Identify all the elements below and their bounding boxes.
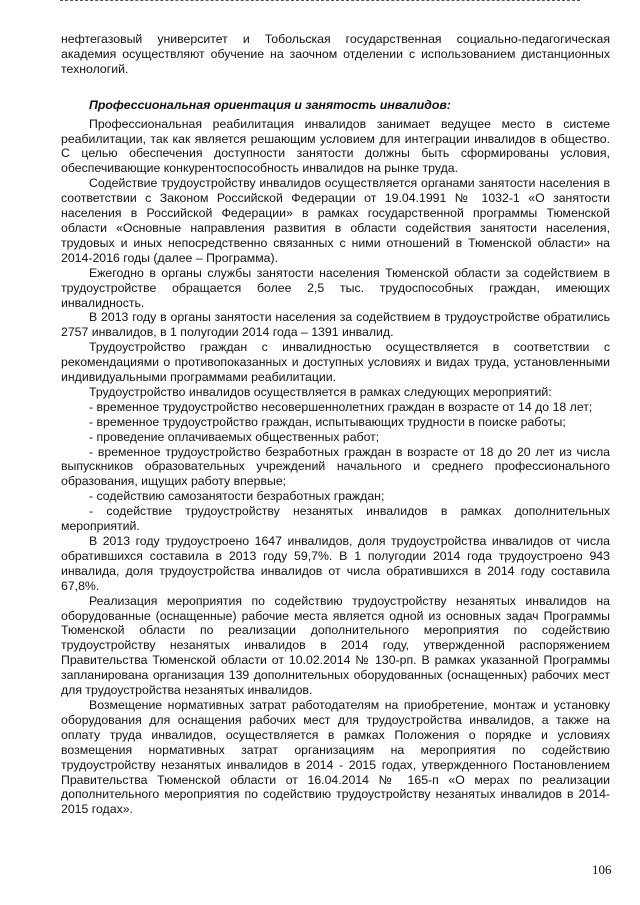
section-heading: Профессиональная ориентация и занятость инвалидов: <box>89 97 451 112</box>
paragraph: Трудоустройство инвалидов осуществляется в рамках следующих мероприятий: <box>89 384 552 399</box>
paragraph: Реализация мероприятия по содействию трудоустройству незанятых инвалидов на оборудованные (оснащенные) рабочие места является одной из основных задач Программы Тюменской области по реализации дополнительного мероприятия по содействию трудоустройству незанятых инвалидов в 2014 году, утвержденной распоряжением Правительства Тюменской области от 10.02.2014 № 130-рп. В рамках указанной Программы запланирована организация 139 дополнительных оборудованных (оснащенных) рабочих мест для трудоустройства незанятых инвалидов. <box>61 593 610 698</box>
list-item: - временное трудоустройство несовершеннолетних граждан в возрасте от 14 до 18 лет; <box>89 399 593 414</box>
list-item: - временное трудоустройство безработных граждан в возрасте от 18 до 20 лет из числа выпускников образовательных учреждений начального и среднего профессионального образования, ищущих работу впервые; <box>61 444 610 489</box>
top-border-line <box>60 0 580 3</box>
paragraph: В 2013 году трудоустроено 1647 инвалидов, доля трудоустройства инвалидов от числа обратившихся составила в 2013 году 59,7%. В 1 полугодии 2014 года трудоустроено 943 инвалида, доля трудоустройства инвалидов от числа обратившихся в 2014 году составила 67,8%. <box>61 534 610 593</box>
list-item: - содействие трудоустройству незанятых инвалидов в рамках дополнительных мероприятий. <box>61 504 610 534</box>
paragraph: В 2013 году в органы занятости населения за содействием в трудоустройстве обратились 2757 инвалидов, в 1 полугодии 2014 года – 1391 инвалид. <box>61 310 610 340</box>
paragraph: Возмещение нормативных затрат работодателям на приобретение, монтаж и установку оборудования для оснащения рабочих мест для трудоустройства инвалидов, а также на оплату труда инвалидов, осуществляется в рамках Положения о порядке и условиях возмещения нормативных затрат организациям на мероприятия по содействию трудоустройству незанятых инвалидов в 2014 - 2015 годах, утвержденного Постановлением Правительства Тюменской области от 16.04.2014 № 165-п «О мерах по реализации дополнительного мероприятия по содействию трудоустройству незанятых инвалидов в 2014-2015 годах». <box>61 697 610 817</box>
intro-paragraph: нефтегазовый университет и Тобольская государственная социально-педагогическая академия осуществляют обучение на заочном отделении с использованием дистанционных технологий. <box>61 32 610 76</box>
paragraph: Ежегодно в органы службы занятости населения Тюменской области за содействием в трудоустройстве обращается более 2,5 тыс. трудоспособных граждан, имеющих инвалидность. <box>61 265 610 310</box>
paragraph: Содействие трудоустройству инвалидов осуществляется органами занятости населения в соответствии с Законом Российской Федерации от 19.04.1991 № 1032-1 «О занятости населения в Российской Федерации» в рамках государственной программы Тюменской области «Основные направления развития в области содействия занятости населения, трудовых и иных непосредственно связанных с ними отношений в Тюменской области» на 2014-2016 годы (далее – Программа). <box>61 176 610 265</box>
list-item: - временное трудоустройство граждан, испытывающих трудности в поиске работы; <box>89 414 566 429</box>
page-number: 106 <box>592 862 612 877</box>
paragraph: Профессиональная реабилитация инвалидов занимает ведущее место в системе реабилитации, так как является решающим условием для интеграции инвалидов в общество. С целью обеспечения доступности занятости должны быть сформированы условия, обеспечивающие конкурентоспособность инвалидов на рынке труда. <box>61 116 610 176</box>
paragraph: Трудоустройство граждан с инвалидностью осуществляется в соответствии с рекомендациями о противопоказанных и доступных условиях и видах труда, установленными индивидуальными программами реабилитации. <box>61 340 610 385</box>
document-body <box>61 32 610 817</box>
list-item: - содействию самозанятости безработных граждан; <box>89 489 385 504</box>
list-item: - проведение оплачиваемых общественных работ; <box>89 429 380 444</box>
